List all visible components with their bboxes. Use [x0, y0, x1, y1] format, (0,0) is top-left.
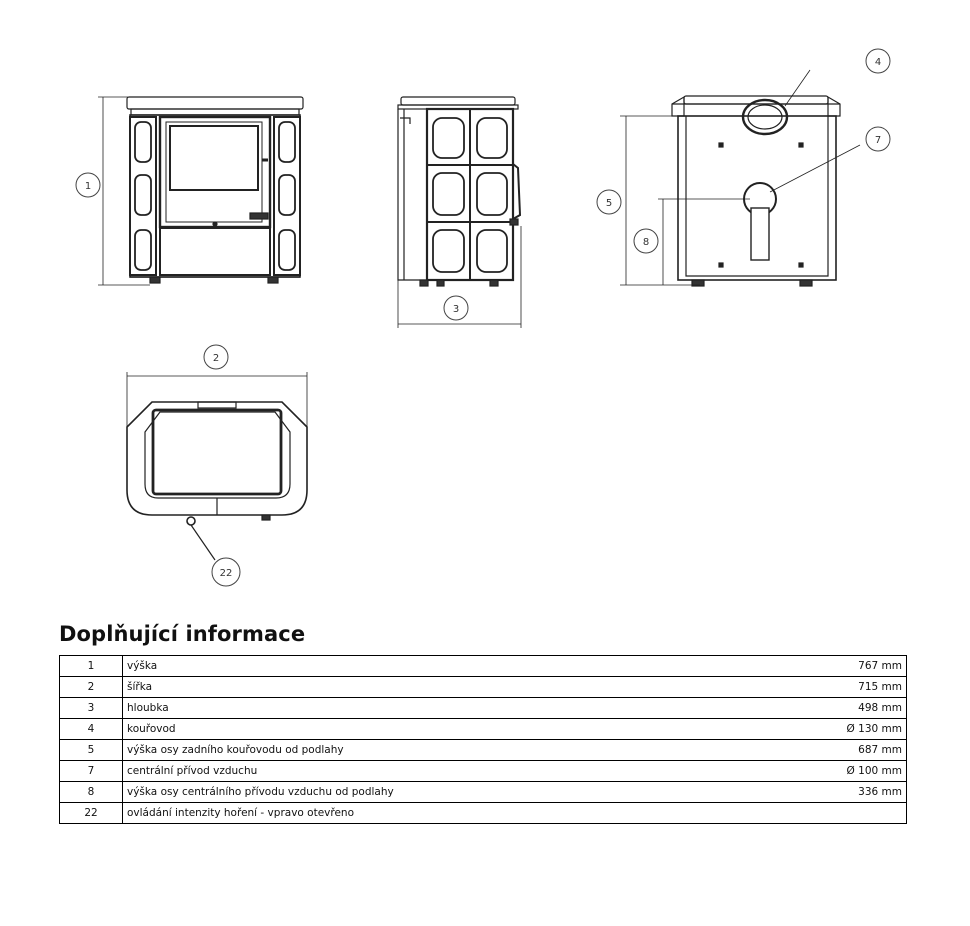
row-value: 498 mm [759, 698, 907, 719]
front-dimension-height [98, 97, 150, 285]
row-label: kouřovod [123, 719, 759, 740]
callout-3-label: 3 [452, 304, 460, 315]
table-row [60, 740, 907, 761]
callout-22-label: 22 [219, 568, 233, 579]
table-row [60, 782, 907, 803]
row-label: hloubka [123, 698, 759, 719]
row-value: 687 mm [759, 740, 907, 761]
table-row [60, 761, 907, 782]
callout-2-label: 2 [212, 353, 220, 364]
side-view [398, 97, 520, 286]
row-label: šířka [123, 677, 759, 698]
table-row [60, 719, 907, 740]
rear-dimensions [620, 70, 860, 285]
table-row [60, 803, 907, 824]
row-number: 5 [60, 740, 123, 761]
section-heading: Doplňující informace [59, 622, 306, 646]
row-value [759, 803, 907, 824]
row-label: centrální přívod vzduchu [123, 761, 759, 782]
row-number: 2 [60, 677, 123, 698]
row-value: 336 mm [759, 782, 907, 803]
info-table [59, 655, 907, 824]
row-number: 22 [60, 803, 123, 824]
row-value: 767 mm [759, 656, 907, 677]
row-label: výška osy centrálního přívodu vzduchu od podlahy [123, 782, 759, 803]
row-number: 7 [60, 761, 123, 782]
rear-view [672, 96, 840, 286]
row-label: výška [123, 656, 759, 677]
callout-5-label: 5 [605, 198, 613, 209]
row-number: 3 [60, 698, 123, 719]
row-number: 4 [60, 719, 123, 740]
row-label: ovládání intenzity hoření - vpravo otevřeno [123, 803, 759, 824]
table-row [60, 677, 907, 698]
callout-8-label: 8 [642, 237, 650, 248]
callout-4-label: 4 [874, 57, 882, 68]
row-number: 1 [60, 656, 123, 677]
callout-1-label: 1 [84, 181, 92, 192]
table-row [60, 656, 907, 677]
callout-7-label: 7 [874, 135, 882, 146]
row-number: 8 [60, 782, 123, 803]
row-value: Ø 100 mm [759, 761, 907, 782]
row-value: Ø 130 mm [759, 719, 907, 740]
row-label: výška osy zadního kouřovodu od podlahy [123, 740, 759, 761]
row-value: 715 mm [759, 677, 907, 698]
front-view [127, 97, 303, 283]
top-view [127, 402, 307, 560]
table-row [60, 698, 907, 719]
